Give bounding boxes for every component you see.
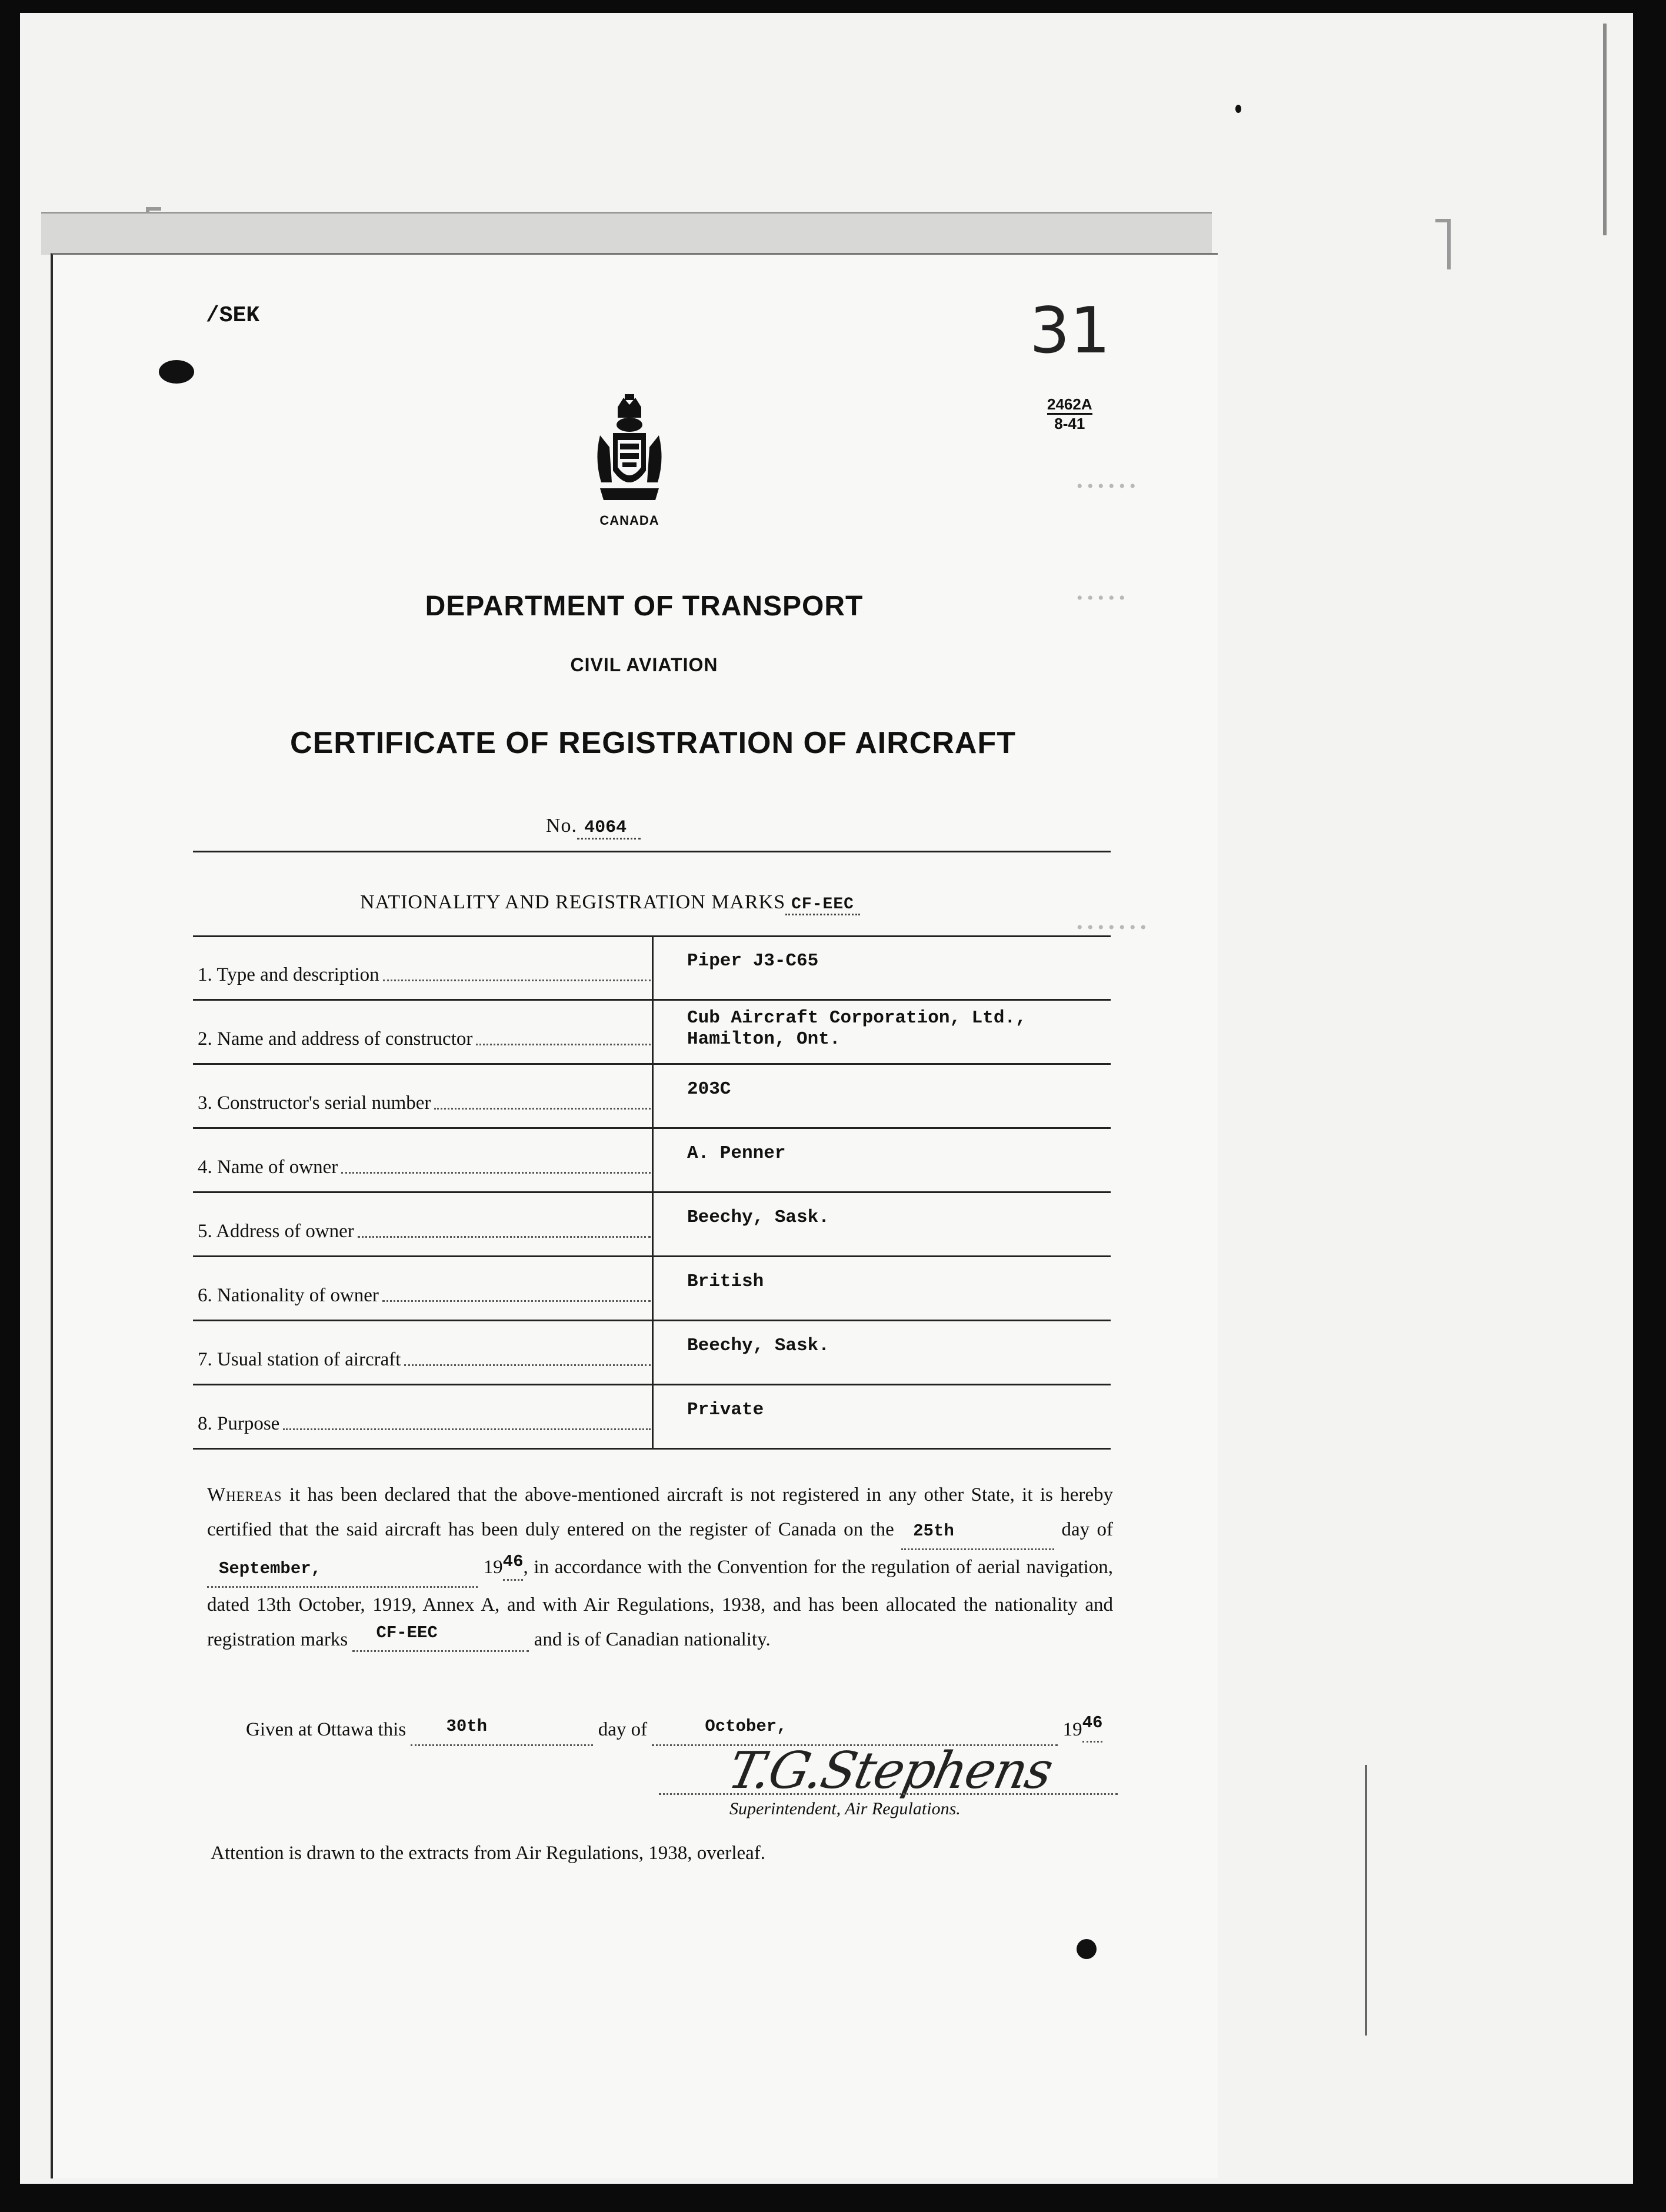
department-title: DEPARTMENT OF TRANSPORT	[425, 591, 864, 622]
registration-month: September,	[207, 1551, 478, 1588]
given-text-1: Given at Ottawa this	[246, 1719, 406, 1740]
pencil-annotation: 31	[1029, 294, 1111, 368]
given-day: 30th	[411, 1709, 593, 1746]
given-text-2: day of	[598, 1719, 648, 1740]
whereas-text-3: , in accordance with the Convention for the regulation of aerial navigation, dated 13th October, 1919, Annex A, and with Air Regulations, 1938, and has been allocated the nationality and registration marks	[207, 1557, 1114, 1650]
division-title: CIVIL AVIATION	[570, 654, 718, 675]
ink-spot	[1235, 105, 1241, 113]
row-label: 2. Name and address of constructor	[198, 1028, 651, 1050]
scan-corner-mark	[1435, 219, 1451, 269]
row-value: Private	[687, 1400, 764, 1420]
registration-year: 46	[503, 1544, 524, 1581]
row-value: Beechy, Sask.	[687, 1335, 829, 1356]
given-year: 46	[1082, 1705, 1103, 1743]
registration-marks-fill: CF-EEC	[352, 1615, 529, 1652]
row-label: 6. Nationality of owner	[198, 1285, 651, 1307]
certificate-number-value: 4064	[577, 818, 641, 840]
table-row	[193, 1129, 1111, 1193]
row-value: Piper J3-C65	[687, 951, 819, 971]
attention-note: Attention is drawn to the extracts from Air Regulations, 1938, overleaf.	[211, 1843, 766, 1864]
nationality-marks-label: NATIONALITY AND REGISTRATION MARKS	[360, 891, 786, 913]
row-label: 3. Constructor's serial number	[198, 1092, 651, 1114]
row-value: 203C	[687, 1079, 731, 1100]
given-month: October,	[652, 1709, 1058, 1746]
canada-coat-of-arms-icon	[594, 394, 665, 512]
form-number-code: 2462A	[1047, 395, 1092, 415]
row-value: Beechy, Sask.	[687, 1207, 829, 1228]
table-row	[193, 1257, 1111, 1321]
table-row	[193, 1065, 1111, 1129]
whereas-lead: Whereas	[207, 1484, 282, 1505]
sheet-top-edge	[41, 212, 1212, 255]
row-value: Cub Aircraft Corporation, Ltd., Hamilton, Ont.	[687, 1008, 1027, 1050]
row-label: 4. Name of owner	[198, 1157, 651, 1178]
scan-edge-line	[1365, 1765, 1367, 2036]
nationality-marks	[360, 891, 860, 914]
bleed-through-text: • • • • • •	[1077, 477, 1136, 496]
certificate-title: CERTIFICATE OF REGISTRATION OF AIRCRAFT	[290, 726, 1016, 760]
ink-blot	[159, 360, 194, 384]
certificate-number	[546, 815, 641, 838]
certificate-number-label: No.	[546, 815, 578, 837]
given-year-prefix: 19	[1062, 1719, 1082, 1740]
section-rule	[193, 851, 1111, 852]
table-row	[193, 1001, 1111, 1065]
bleed-through-text: • • • • • • •	[1077, 918, 1147, 937]
whereas-text-4: and is of Canadian nationality.	[534, 1629, 771, 1650]
ink-spot	[1077, 1939, 1097, 1959]
signature-title: Superintendent, Air Regulations.	[729, 1799, 961, 1818]
row-label: 7. Usual station of aircraft	[198, 1349, 651, 1371]
row-label: 8. Purpose	[198, 1413, 651, 1435]
form-number	[1047, 395, 1092, 432]
crest-label: CANADA	[599, 513, 659, 528]
registration-day: 25th	[901, 1514, 1054, 1550]
scan-edge-line	[1603, 24, 1607, 235]
registration-year-prefix: 19	[483, 1557, 503, 1578]
nationality-marks-value: CF-EEC	[785, 895, 860, 915]
signature-line	[659, 1793, 1118, 1795]
row-label: 1. Type and description	[198, 964, 651, 986]
table-row	[193, 1321, 1111, 1385]
row-value: British	[687, 1271, 764, 1292]
signature: T.G.Stephens	[723, 1741, 1057, 1800]
form-number-edition: 8-41	[1054, 415, 1085, 432]
row-label: 5. Address of owner	[198, 1221, 651, 1242]
reference-code: /SEK	[206, 303, 260, 328]
bleed-through-text: • • • • •	[1077, 588, 1125, 608]
whereas-text-1: it has been declared that the above-mentioned aircraft is not registered in any other State, it is hereby certified that the said aircraft has been duly entered on the register of Canada on the	[207, 1484, 1113, 1540]
table-row	[193, 937, 1111, 1001]
table-row	[193, 1193, 1111, 1257]
certification-paragraph	[207, 1478, 1113, 1660]
whereas-text-2: day of	[1061, 1519, 1114, 1540]
registration-details-table	[193, 937, 1111, 1450]
row-value: A. Penner	[687, 1143, 786, 1164]
table-row	[193, 1385, 1111, 1450]
